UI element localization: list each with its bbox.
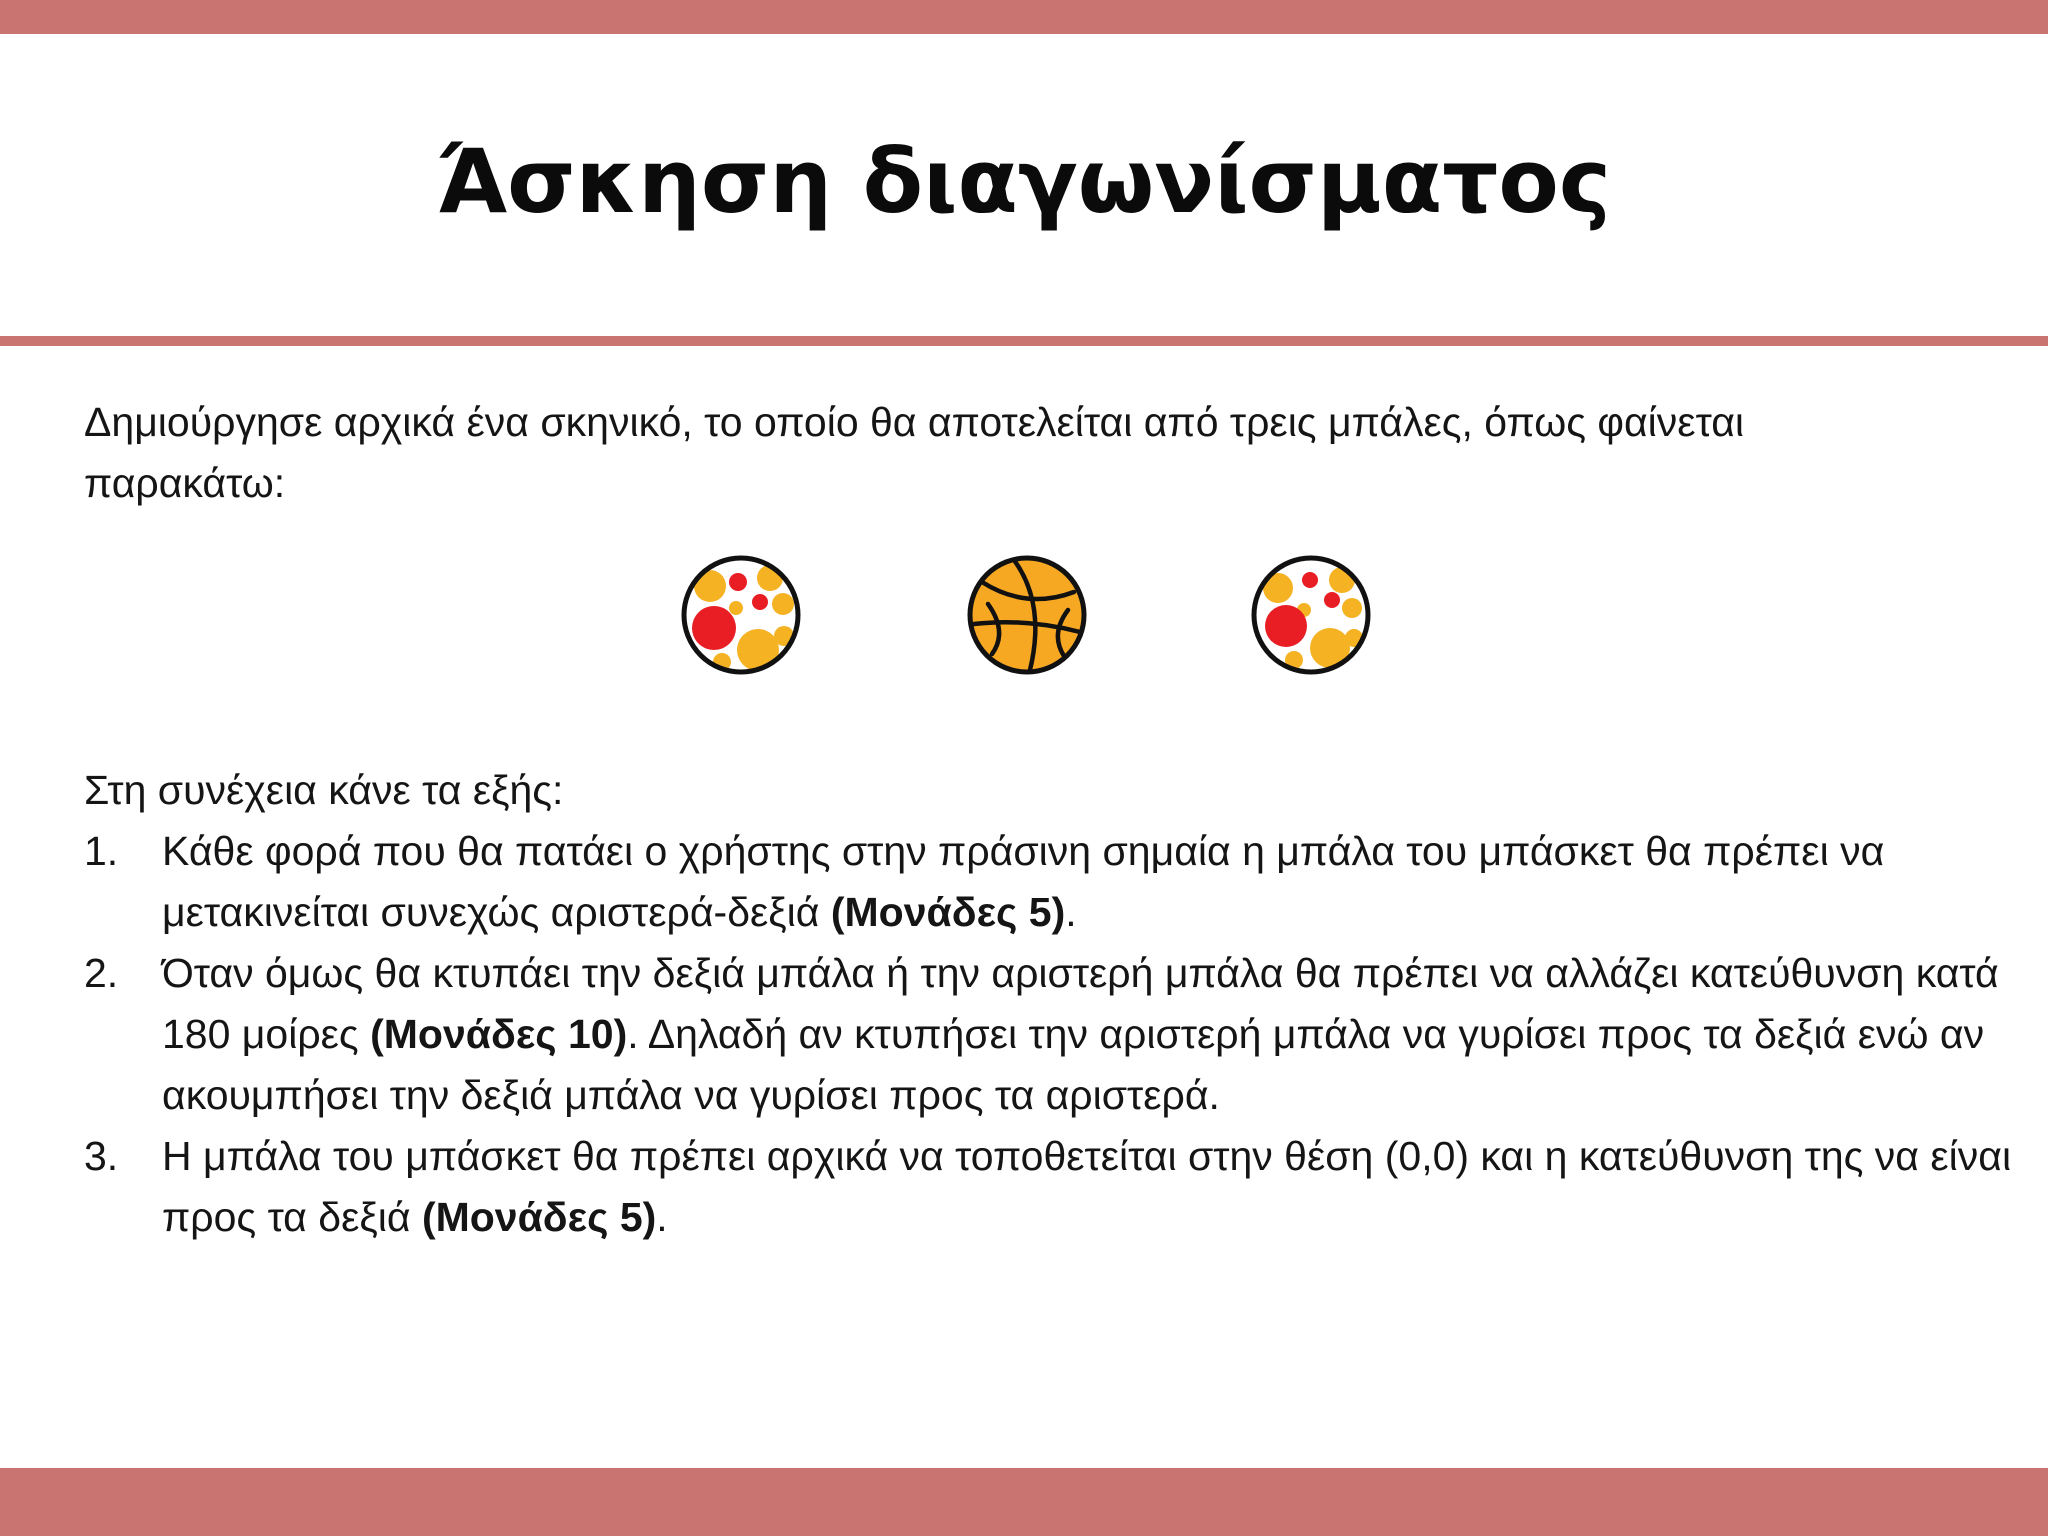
step-tail: . Δηλαδή αν κτυπήσει την αριστερή μπάλα να γυρίσει προς τα δεξιά ενώ αν ακουμπήσει την δεξιά μπάλα να γυρίσει προς τα αριστερά. <box>162 1011 1985 1118</box>
step-list <box>84 821 2012 1248</box>
step-number: 1. <box>84 828 119 874</box>
dotted-ball-icon <box>1248 552 1374 678</box>
list-item <box>84 943 2042 1126</box>
slide-title: Άσκηση διαγωνίσματος <box>436 129 1612 233</box>
steps-intro: Στη συνέχεια κάνε τα εξής: <box>84 767 564 813</box>
list-item <box>84 821 2042 943</box>
dotted-ball-icon <box>678 552 804 678</box>
step-text: Κάθε φορά που θα πατάει ο χρήστης στην πράσινη σημαία η μπάλα του μπάσκετ θα πρέπει να μετακινείται συνεχώς αριστερά-δεξιά <box>162 828 1885 935</box>
step-tail: . <box>656 1194 668 1240</box>
intro-paragraph: Δημιούργησε αρχικά ένα σκηνικό, το οποίο θα αποτελείται από τρεις μπάλες, όπως φαίνεται παρακάτω: <box>84 399 1744 506</box>
step-tail: . <box>1065 889 1077 935</box>
title-band <box>0 34 2048 336</box>
list-item <box>84 1126 2042 1248</box>
top-accent-bar <box>0 0 2048 34</box>
step-number: 2. <box>84 950 119 996</box>
step-text: Η μπάλα του μπάσκετ θα πρέπει αρχικά να τοποθετείται στην θέση (0,0) και η κατεύθυνση της να είναι προς τα δεξιά <box>162 1133 2012 1240</box>
step-number: 3. <box>84 1133 119 1179</box>
step-points: (Μονάδες 5) <box>830 889 1066 935</box>
title-divider <box>0 336 2048 346</box>
slide-content <box>84 392 2012 1240</box>
instructions <box>84 760 2012 1248</box>
bottom-accent-bar <box>0 1468 2048 1536</box>
step-points: (Μονάδες 10) <box>370 1011 628 1057</box>
step-text: Όταν όμως θα κτυπάει την δεξιά μπάλα ή την αριστερή μπάλα θα πρέπει να αλλάζει κατεύθυνση κατά 180 μοίρες <box>162 950 1999 1057</box>
basketball-icon <box>964 552 1090 678</box>
ball-scene <box>84 552 1984 682</box>
step-points: (Μονάδες 5) <box>421 1194 657 1240</box>
